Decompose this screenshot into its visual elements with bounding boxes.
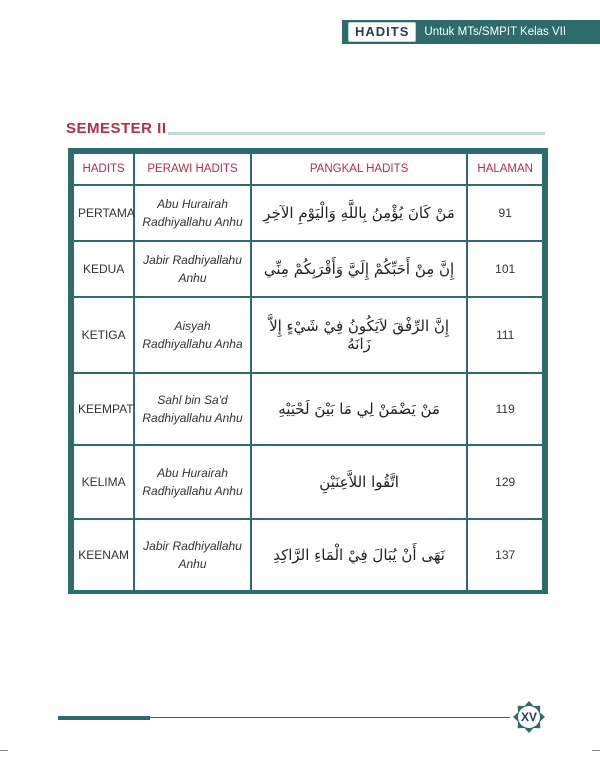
column-header-pangkal: PANGKAL HADITS bbox=[252, 154, 467, 184]
perawi-name: Aisyah Radhiyallahu Anha bbox=[135, 298, 249, 372]
header-tag: HADITS bbox=[348, 22, 416, 42]
pangkal-hadits-arabic: مَنْ كَانَ يُؤْمِنُ بِاللَّهِ وَالْيَوْمِ الآخِرِ bbox=[252, 186, 467, 240]
page-reference: 129 bbox=[468, 446, 542, 518]
pangkal-hadits-arabic: إِنَّ الرِّفْقَ لاَيَكُونُ فِيْ شَيْءٍ إِلاَّ زَانَهُ bbox=[252, 298, 467, 372]
table-row bbox=[74, 298, 542, 372]
pangkal-hadits-arabic: اتَّقُوا اللاَّعِنَيْنِ bbox=[252, 446, 467, 518]
perawi-name: Jabir Radhiyallahu Anhu bbox=[135, 520, 249, 590]
page-reference: 91 bbox=[468, 186, 542, 240]
crop-mark bbox=[0, 750, 8, 751]
hadits-number: KEEMPAT bbox=[74, 374, 133, 444]
hadits-number: KEDUA bbox=[74, 242, 133, 296]
perawi-name: Abu Hurairah Radhiyallahu Anhu bbox=[135, 446, 249, 518]
page-reference: 137 bbox=[468, 520, 542, 590]
footer-rule-accent bbox=[58, 716, 150, 720]
perawi-name: Abu Hurairah Radhiyallahu Anhu bbox=[135, 186, 249, 240]
section-title-underline bbox=[168, 132, 545, 135]
table-header-row bbox=[74, 154, 542, 184]
page-number-badge bbox=[512, 700, 546, 734]
column-header-hadits: HADITS bbox=[74, 154, 133, 184]
hadits-number: PERTAMA bbox=[74, 186, 133, 240]
table-row bbox=[74, 446, 542, 518]
header-title: Untuk MTs/SMPIT Kelas VII bbox=[424, 26, 567, 38]
table-row bbox=[74, 374, 542, 444]
column-header-halaman: HALAMAN bbox=[468, 154, 542, 184]
footer-rule bbox=[150, 717, 510, 718]
table-row bbox=[74, 186, 542, 240]
hadits-number: KEENAM bbox=[74, 520, 133, 590]
page-reference: 101 bbox=[468, 242, 542, 296]
pangkal-hadits-arabic: نَهَى أَنْ يُبَالَ فِيْ الْمَاءِ الرَّاكِدِ bbox=[252, 520, 467, 590]
pangkal-hadits-arabic: مَنْ يَضْمَنْ لِي مَا بَيْنَ لَحْيَيْهِ bbox=[252, 374, 467, 444]
column-header-perawi: PERAWI HADITS bbox=[135, 154, 249, 184]
section-title: SEMESTER II bbox=[66, 120, 167, 137]
hadits-number: KETIGA bbox=[74, 298, 133, 372]
header-band bbox=[342, 20, 600, 44]
crop-mark bbox=[592, 750, 600, 751]
hadits-table bbox=[72, 152, 544, 592]
pangkal-hadits-arabic: إِنَّ مِنْ أَحَبِّكُمْ إِلَيَّ وَأَقْرَبِكُمْ مِنِّي bbox=[252, 242, 467, 296]
hadits-number: KELIMA bbox=[74, 446, 133, 518]
perawi-name: Jabir Radhiyallahu Anhu bbox=[135, 242, 249, 296]
hadits-table-frame bbox=[68, 148, 548, 594]
page-number: XV bbox=[520, 710, 537, 724]
perawi-name: Sahl bin Sa'd Radhiyallahu Anhu bbox=[135, 374, 249, 444]
table-row bbox=[74, 242, 542, 296]
page-reference: 111 bbox=[468, 298, 542, 372]
page-reference: 119 bbox=[468, 374, 542, 444]
table-row bbox=[74, 520, 542, 590]
